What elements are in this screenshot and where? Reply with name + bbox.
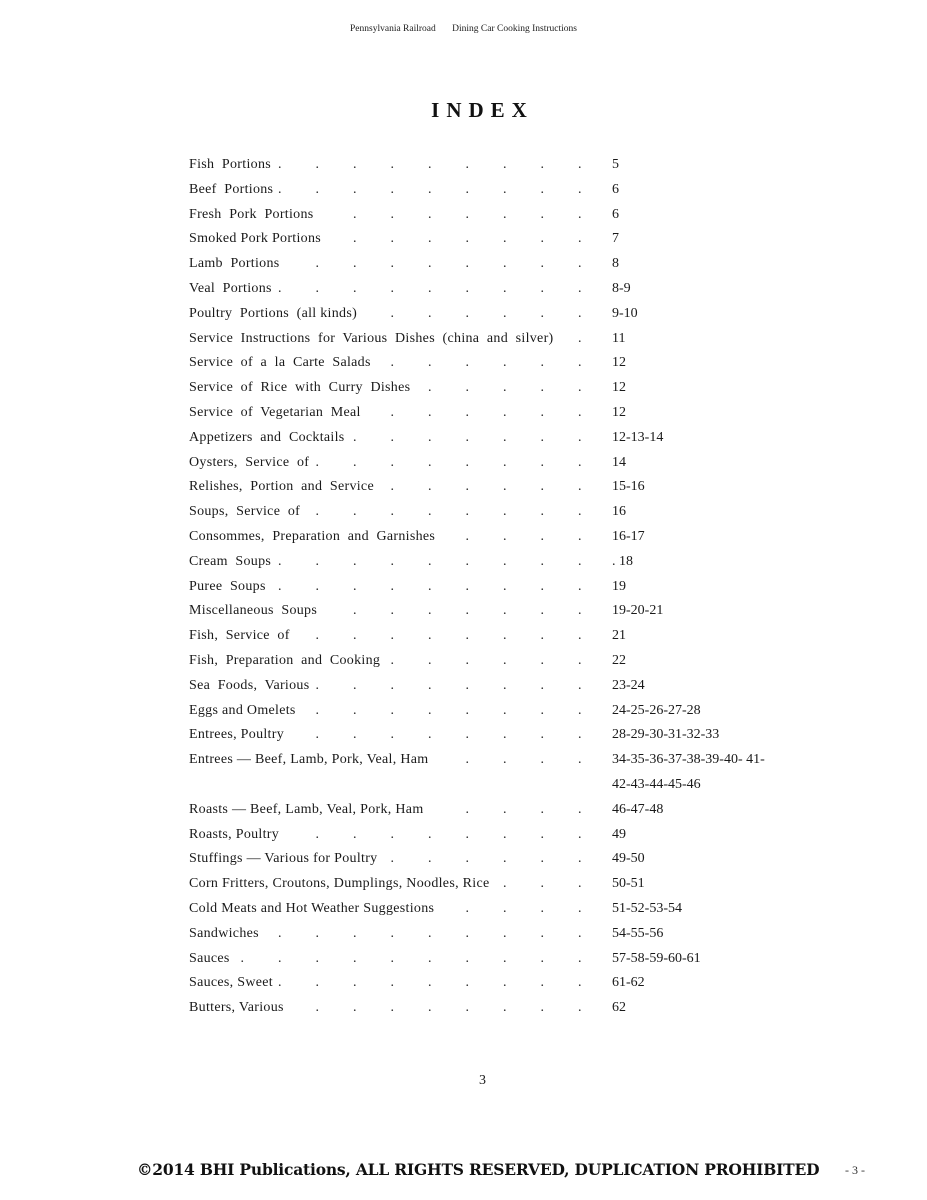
running-header-title: Dining Car Cooking Instructions <box>452 24 577 34</box>
index-entry-pages: 49 <box>612 826 626 842</box>
index-entry-label: Roasts, Poultry <box>189 826 280 842</box>
index-entry-label: Service Instructions for Various Dishes (china and silver) <box>189 330 554 346</box>
index-entry-label: Sauces <box>189 950 230 966</box>
index-entry-label: Sauces, Sweet <box>189 975 273 991</box>
index-entry-label: Appetizers and Cocktails <box>189 429 345 445</box>
index-entry-pages: 50-51 <box>612 876 645 892</box>
index-entry-pages: 6 <box>612 181 619 197</box>
index-entry-pages: 22 <box>612 652 626 668</box>
index-entry-label: Soups, Service of <box>189 504 301 520</box>
index-entry: . . . . Entrees — Beef, Lamb, Pork, Veal, Ham 34-35-36-37-38-39-40- 41-42-43-44-45-46 <box>189 748 789 798</box>
index-entry-pages: 54-55-56 <box>612 925 664 941</box>
index-entry: . . . . . . . Smoked Pork Portions 7 <box>189 227 789 252</box>
index-entry-label: Puree Soups <box>189 578 266 594</box>
index-entry-label: Miscellaneous Soups <box>189 603 318 619</box>
index-entry-label: Service of Rice with Curry Dishes <box>189 380 411 396</box>
index-entry: . . . . . . . . Fish, Service of 21 <box>189 624 789 649</box>
index-entry-label: Stuffings — Various for Poultry <box>189 851 378 867</box>
index-entry-pages: 14 <box>612 454 626 470</box>
index-entry: . . . . . . . . . Beef Portions 6 <box>189 178 789 203</box>
index-entry: . . . . . . . Miscellaneous Soups 19-20-21 <box>189 599 789 624</box>
index-entry: . . . . . Service of Rice with Curry Dishes 12 <box>189 376 789 401</box>
index-entry-label: Eggs and Omelets <box>189 702 296 718</box>
index-entry: . . . . . . . . . . Sauces 57-58-59-60-61 <box>189 947 789 972</box>
index-entry-pages: 19-20-21 <box>612 603 664 619</box>
index-entry: . . . . . . . . . Sandwiches 54-55-56 <box>189 922 789 947</box>
index-entry-pages: 28-29-30-31-32-33 <box>612 727 720 743</box>
index-entry-pages: 12 <box>612 380 626 396</box>
index-entry-label: Veal Portions <box>189 280 272 296</box>
index-entry-label: Service of Vegetarian Meal <box>189 404 361 420</box>
index-entry: . . . Corn Fritters, Croutons, Dumplings, Noodles, Rice 50-51 <box>189 872 789 897</box>
index-entry: . . . . . . . . Soups, Service of 16 <box>189 500 789 525</box>
index-entry: . . . . . . . . . Cream Soups . 18 <box>189 550 789 575</box>
index-title: INDEX <box>431 98 534 122</box>
index-entry-pages: 34-35-36-37-38-39-40- 41-42-43-44-45-46 <box>612 752 765 792</box>
index-entry-label: Beef Portions <box>189 181 274 197</box>
index-entry-label: Corn Fritters, Croutons, Dumplings, Noodles, Rice <box>189 876 490 892</box>
index-entry-label: Butters, Various <box>189 1000 284 1016</box>
index-entry: . . . . . . . . . Fish Portions 5 <box>189 153 789 178</box>
index-entry: . . . . . . . Appetizers and Cocktails 12-13-14 <box>189 426 789 451</box>
index-entry-label: Fish, Service of <box>189 628 290 644</box>
index-entry-pages: 12-13-14 <box>612 429 664 445</box>
index-entry-pages: 16-17 <box>612 528 645 544</box>
index-entry: . . . . . . . . . Puree Soups 19 <box>189 575 789 600</box>
index-entry: . . . . . . . . Oysters, Service of 14 <box>189 451 789 476</box>
copyright-notice: ©2014 BHI Publications, ALL RIGHTS RESERVED, DUPLICATION PROHIBITED <box>137 1160 820 1179</box>
index-entry: . . . . . . . . Entrees, Poultry 28-29-30-31-32-33 <box>189 723 789 748</box>
index-entry: . . . . Cold Meats and Hot Weather Suggestions 51-52-53-54 <box>189 897 789 922</box>
index-entry-pages: 49-50 <box>612 851 645 867</box>
index-list <box>189 153 789 1021</box>
index-entry: . . . . Roasts — Beef, Lamb, Veal, Pork, Ham 46-47-48 <box>189 798 789 823</box>
index-entry-label: Service of a la Carte Salads <box>189 355 371 371</box>
index-entry-pages: 5 <box>612 157 619 172</box>
index-entry: . . . . . . . . Lamb Portions 8 <box>189 252 789 277</box>
index-entry-label: Entrees — Beef, Lamb, Pork, Veal, Ham <box>189 752 429 768</box>
index-entry-pages: 51-52-53-54 <box>612 900 682 916</box>
running-header-publisher: Pennsylvania Railroad <box>350 24 436 34</box>
index-entry-pages: 7 <box>612 231 619 247</box>
index-entry-pages: 6 <box>612 206 619 222</box>
index-entry-label: Relishes, Portion and Service <box>189 479 374 495</box>
index-entry-pages: . 18 <box>612 553 633 569</box>
index-entry-label: Roasts — Beef, Lamb, Veal, Pork, Ham <box>189 801 424 817</box>
index-entry-pages: 8 <box>612 256 619 272</box>
index-entry: . . . . . . . . Roasts, Poultry 49 <box>189 823 789 848</box>
index-entry-label: Lamb Portions <box>189 256 280 272</box>
index-entry: . . . . Consommes, Preparation and Garnishes 16-17 <box>189 525 789 550</box>
index-entry-label: Cream Soups <box>189 553 272 569</box>
index-entry-pages: 61-62 <box>612 975 645 991</box>
index-entry-pages: 11 <box>612 330 626 346</box>
index-entry: . . . . . . Service of a la Carte Salads 12 <box>189 351 789 376</box>
index-entry-pages: 21 <box>612 628 626 644</box>
index-entry-label: Entrees, Poultry <box>189 727 285 743</box>
index-entry-label: Sandwiches <box>189 925 259 941</box>
index-entry-pages: 15-16 <box>612 479 645 495</box>
index-entry-pages: 12 <box>612 355 626 371</box>
index-entry: . . . . . . Service of Vegetarian Meal 12 <box>189 401 789 426</box>
index-entry-label: Poultry Portions (all kinds) <box>189 305 358 321</box>
index-entry: . . . . . . Poultry Portions (all kinds) 9-10 <box>189 302 789 327</box>
running-header <box>0 24 927 34</box>
index-entry: . . . . . . . . . Sauces, Sweet 61-62 <box>189 971 789 996</box>
index-entry-label: Fish, Preparation and Cooking <box>189 652 381 668</box>
index-entry: . . . . . . . . Eggs and Omelets 24-25-26-27-28 <box>189 699 789 724</box>
index-entry: . . . . . . . . Butters, Various 62 <box>189 996 789 1021</box>
corner-page-marker: - 3 - <box>845 1163 865 1177</box>
index-entry-pages: 24-25-26-27-28 <box>612 702 701 718</box>
index-entry-pages: 19 <box>612 578 626 594</box>
index-entry-pages: 12 <box>612 404 626 420</box>
index-entry-label: Consommes, Preparation and Garnishes <box>189 528 436 544</box>
index-entry: . . . . . . . . . Veal Portions 8-9 <box>189 277 789 302</box>
index-entry: . . . . . . Relishes, Portion and Service 15-16 <box>189 475 789 500</box>
index-entry-pages: 9-10 <box>612 305 638 321</box>
index-entry: . . . . . . . Fresh Pork Portions 6 <box>189 203 789 228</box>
index-entry-pages: 46-47-48 <box>612 801 664 817</box>
index-entry-label: Smoked Pork Portions <box>189 231 322 247</box>
index-entry-pages: 8-9 <box>612 280 631 296</box>
index-entry-label: Sea Foods, Various <box>189 677 310 693</box>
page-number: 3 <box>479 1073 486 1088</box>
index-entry-label: Fresh Pork Portions <box>189 206 314 222</box>
index-entry-label: Oysters, Service of <box>189 454 310 470</box>
index-entry-label: Fish Portions <box>189 157 271 172</box>
index-entry-label: Cold Meats and Hot Weather Suggestions <box>189 900 435 916</box>
index-entry-pages: 62 <box>612 1000 626 1016</box>
index-entry-pages: 23-24 <box>612 677 645 693</box>
index-entry-pages: 16 <box>612 504 626 520</box>
index-entry: . Service Instructions for Various Dishes (china and silver) 11 <box>189 327 789 352</box>
index-entry-pages: 57-58-59-60-61 <box>612 950 701 966</box>
index-entry: . . . . . . Stuffings — Various for Poultry 49-50 <box>189 847 789 872</box>
index-entry: . . . . . . Fish, Preparation and Cooking 22 <box>189 649 789 674</box>
index-entry: . . . . . . . . Sea Foods, Various 23-24 <box>189 674 789 699</box>
